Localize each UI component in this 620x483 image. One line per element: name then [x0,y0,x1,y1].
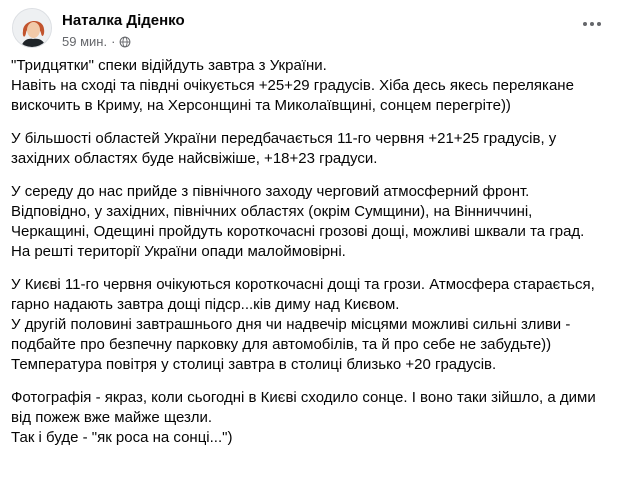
globe-icon[interactable] [119,36,131,48]
author-name[interactable]: Наталка Діденко [62,12,185,29]
avatar-photo-icon [13,9,52,48]
post-paragraph: Фотографія - якраз, коли сьогодні в Києві сходило сонце. І воно таки зійшло, а дими від пожеж вже майже щезли. Так і буде - "як роса на сонці...") [11,389,596,446]
post-body [11,56,610,461]
post-paragraph: У середу до нас прийде з північного заходу черговий атмосферний фронт. Відповідно, у західних, північних областях (окрім Сумщини), на Вінниччині, Черкащині, Одещині пройдуть короткочасні грозові дощі, можливі шквали та град. На решті території України опади малоймовірні. [11,183,585,260]
post-paragraph: У Києві 11-го червня очікуються короткочасні дощі та грози. Атмосфера старається, гарно надають завтра дощі підср...ків диму над Києвом. У другій половині завтрашнього дня чи надвечір місцями можливі сильні зливи - подбайте про безпечну парковку для автомобілів, та й про себе не забудьте)) Температура повітря у столиці завтра в столиці близько +20 градусів. [11,276,595,373]
more-options-icon[interactable] [576,12,608,36]
post-header [12,8,608,56]
post-timestamp[interactable]: 59 мин. [62,34,108,49]
post-paragraph: "Тридцятки" спеки відійдуть завтра з України. Навіть на сході та півдні очікується +25+29 градусів. Хіба десь якесь перелякане вискочить в Криму, на Херсонщині та Миколаївщині, сонцем перегріте)) [11,57,574,114]
author-avatar[interactable] [12,8,52,48]
post-paragraph: У більшості областей України передбачається 11-го червня +21+25 градусів, у західних областях буде найсвіжіше, +18+23 градуси. [11,130,557,167]
meta-separator: · [111,34,116,49]
ellipsis-icon [582,21,602,27]
post-meta [62,34,131,49]
